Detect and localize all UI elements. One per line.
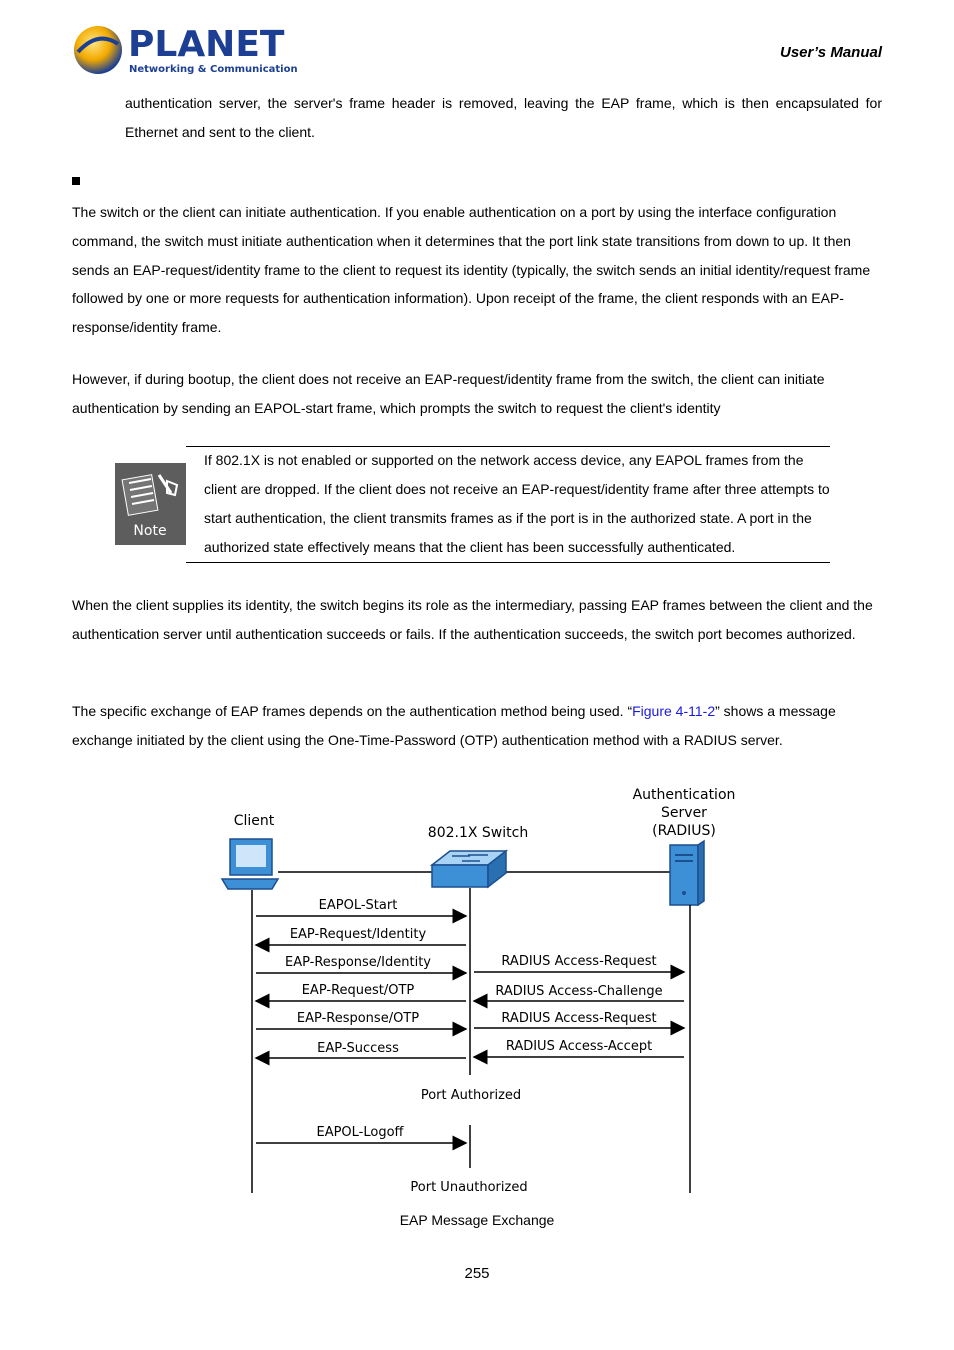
msg-radius-access-request-2: RADIUS Access-Request: [501, 1011, 657, 1026]
msg-eap-request-identity: EAP-Request/Identity: [289, 927, 427, 942]
planet-globe-icon: [72, 22, 298, 78]
msg-radius-access-request-1: RADIUS Access-Request: [501, 954, 657, 969]
paragraph-initiation: The switch or the client can initiate authentication. If you enable authentication on a port by using the interface configuration command, the switch must initiate authentication when it determines that the port link state transitions from down to up. It then sends an EAP-request/identity frame to the client to request its identity (typically, the switch sends an initial identity/request frame followed by one or more requests for authentication information). Upon receipt of the frame, the client responds with an EAP-response/identity frame.: [72, 204, 871, 336]
eap-exchange-diagram: [200, 775, 760, 1205]
server-label-line1: Authentication: [632, 787, 736, 803]
note-icon: [115, 463, 186, 545]
figure-caption: EAP Message Exchange: [399, 1212, 555, 1228]
msg-radius-access-accept: RADIUS Access-Accept: [505, 1039, 653, 1054]
server-label-line2: Server: [661, 805, 707, 821]
paragraph-exchange-before: The specific exchange of EAP frames depends on the authentication method being used. “: [72, 703, 633, 719]
status-port-unauthorized: Port Unauthorized: [410, 1180, 528, 1195]
paragraph-bootup: However, if during bootup, the client does not receive an EAP-request/identity frame from the switch, the client can initiate authentication by sending an EAPOL-start frame, which prompts the switch to request the client's identity: [72, 371, 825, 416]
note-bottom-rule: [186, 562, 830, 563]
manual-title: User’s Manual: [780, 44, 882, 61]
msg-eap-response-otp: EAP-Response/OTP: [296, 1011, 420, 1026]
page-number: 255: [464, 1265, 490, 1282]
switch-label: 802.1X Switch: [427, 825, 529, 841]
msg-eap-request-otp: EAP-Request/OTP: [301, 983, 415, 998]
msg-eapol-logoff: EAPOL-Logoff: [316, 1125, 404, 1140]
msg-eapol-start: EAPOL-Start: [318, 898, 398, 913]
planet-logo: [72, 22, 298, 78]
paragraph-exchange: [72, 697, 882, 755]
figure-link[interactable]: Figure 4-11-2: [632, 703, 716, 719]
paragraph-exchange-after: ” shows a message exchange initiated by the client using the One-Time-Password (OTP) authentication method with a RADIUS server.: [72, 703, 836, 748]
radius-server-icon: [670, 841, 704, 905]
logo-tagline: Networking & Communication: [129, 64, 298, 75]
msg-eap-success: EAP-Success: [317, 1041, 399, 1056]
status-port-authorized: Port Authorized: [420, 1088, 522, 1103]
client-label: Client: [233, 813, 275, 829]
paragraph-intro: authentication server, the server's frame header is removed, leaving the EAP frame, which is then encapsulated for Ethernet and sent to the client.: [125, 95, 882, 140]
msg-eap-response-identity: EAP-Response/Identity: [285, 955, 431, 970]
logo-text: PLANET: [128, 24, 285, 65]
server-label-line3: (RADIUS): [652, 823, 716, 839]
client-pc-icon: [222, 839, 278, 889]
msg-radius-access-challenge: RADIUS Access-Challenge: [495, 984, 663, 999]
switch-icon: [432, 851, 506, 887]
note-text: If 802.1X is not enabled or supported on the network access device, any EAPOL frames from the client are dropped. If the client does not receive an EAP-request/identity frame after three attempts to start authentication, the client transmits frames as if the port is in the authorized state. A port in the authorized state effectively means that the client has been successfully authenticated.: [204, 452, 830, 555]
bullet-icon: [72, 177, 80, 185]
note-label: Note: [133, 523, 167, 539]
paragraph-intermediary: When the client supplies its identity, the switch begins its role as the intermediary, passing EAP frames between the client and the authentication server until authentication succeeds or fails. If the authentication succeeds, the switch port becomes authorized.: [72, 597, 873, 642]
